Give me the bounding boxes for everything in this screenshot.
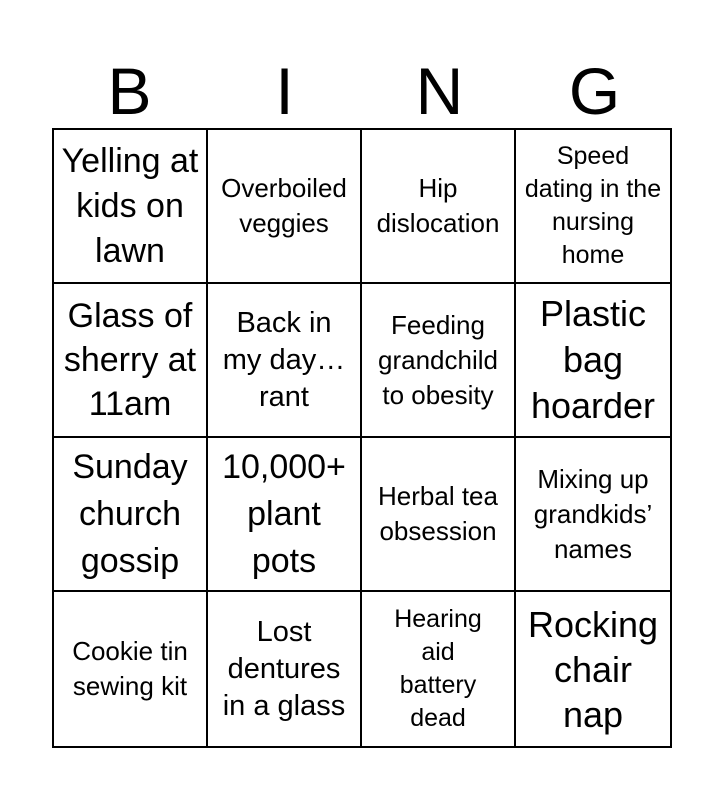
bingo-cell[interactable] [208, 592, 362, 746]
cell-text: Yelling at kids on lawn [61, 141, 199, 270]
header-letter-g: G [568, 54, 621, 128]
bingo-header [52, 54, 672, 128]
bingo-cell[interactable] [208, 438, 362, 592]
bingo-cell[interactable] [54, 284, 208, 438]
bingo-cell[interactable] [362, 284, 516, 438]
cell-text: Mixing up grandkids’ names [533, 463, 653, 564]
bingo-cell[interactable] [54, 592, 208, 746]
bingo-cell[interactable] [516, 130, 670, 284]
cell-text: Overboiled veggies [221, 173, 347, 238]
cell-text: Cookie tin sewing kit [72, 636, 188, 701]
cell-text: Back in my day… rant [222, 306, 346, 413]
header-letter-i: I [275, 54, 294, 128]
bingo-cell[interactable] [362, 592, 516, 746]
cell-text: Sunday church gossip [72, 447, 188, 580]
bingo-cell[interactable] [362, 130, 516, 284]
bingo-cell[interactable] [516, 438, 670, 592]
header-letter-b: B [107, 54, 152, 128]
cell-text: Lost dentures in a glass [222, 615, 346, 722]
bingo-cell[interactable] [516, 284, 670, 438]
cell-text: Glass of sherry at 11am [63, 297, 197, 423]
bingo-cell[interactable] [54, 130, 208, 284]
bingo-cell[interactable] [208, 130, 362, 284]
bingo-cell[interactable] [516, 592, 670, 746]
cell-text: Herbal tea obsession [378, 481, 498, 546]
bingo-cell[interactable] [208, 284, 362, 438]
bingo-cell[interactable] [54, 438, 208, 592]
cell-text: Hearing aid battery dead [394, 605, 482, 732]
cell-text: Feeding grandchild to obesity [378, 309, 498, 410]
cell-text: 10,000+ plant pots [222, 447, 346, 580]
header-letter-n: N [415, 54, 464, 128]
cell-text: Hip dislocation [376, 173, 500, 238]
cell-text: Rocking chair nap [527, 603, 659, 735]
cell-text: Speed dating in the nursing home [524, 142, 662, 269]
bingo-cell[interactable] [362, 438, 516, 592]
bingo-board [52, 128, 672, 748]
cell-text: Plastic bag hoarder [530, 293, 656, 426]
